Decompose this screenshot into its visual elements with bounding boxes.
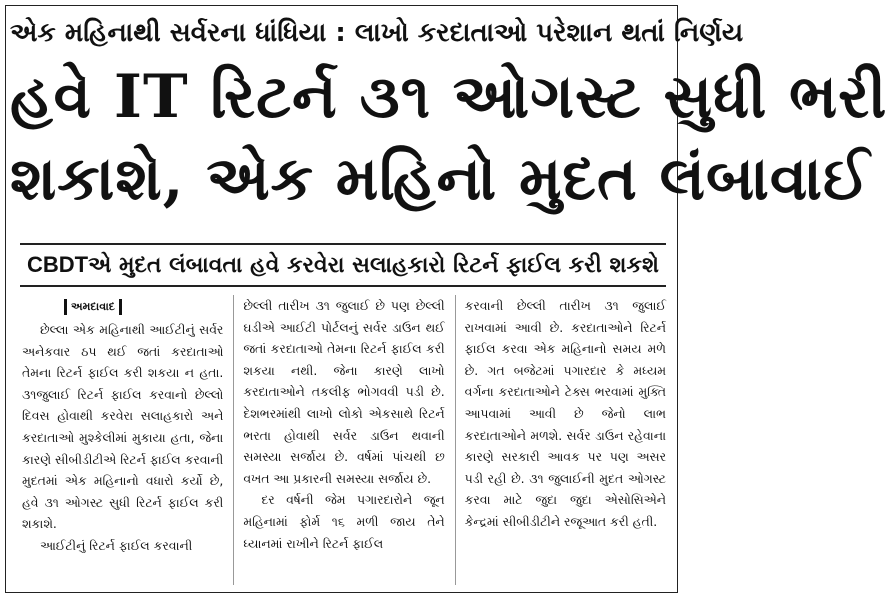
headline — [10, 56, 887, 220]
paragraph: આઈટીનું રિટર્ન ફાઈલ કરવાની — [40, 537, 193, 553]
headline-line-2: શકાશે, એક મહિનો મુદત લંબાવાઈ — [10, 144, 871, 214]
headline-line-1: હવે IT રિટર્ન ૩૧ ઓગસ્ટ સુધી ભરી — [10, 62, 887, 132]
subheadline-text: એ મુદત લંબાવતા હવે કરવેરા સલાહકારો રિટર્ન ફાઈલ કરી શકશે — [88, 253, 659, 278]
article-body — [22, 295, 666, 585]
subheadline-prefix: CBDT — [27, 252, 89, 277]
dateline: અમદાવાદ — [64, 299, 122, 315]
kicker-line: એક મહિનાથી સર્વરના ધાંધિયા : લાખો કરદાતાઓ પરેશાન થતાં નિર્ણય — [10, 18, 744, 48]
subheadline — [20, 243, 666, 287]
body-column-1 — [22, 295, 223, 585]
paragraph: છેલ્લી તારીખ ૩૧ જુલાઈ છે પણ છેલ્લી ઘડીએ આઈટી પોર્ટલનું સર્વર ડાઉન થઈ જતાં કરદાતાઓ તેમના રિટર્ન ફાઈલ કરી શકયા નથી. જેના કારણે લાખો કરદાતાઓને તકલીફ ભોગવવી પડી છે. દેશભરમાંથી લાખો લોકો એકસાથે રિટર્ન ભરતા હોવાથી સર્વર ડાઉન થવાની સમસ્યા સર્જાય છે. વર્ષમાં પાંચથી છ વખત આ પ્રકારની સમસ્યા સર્જાય છે. — [243, 298, 445, 486]
body-column-3 — [455, 295, 666, 585]
body-column-2 — [233, 295, 444, 585]
paragraph: છેલ્લા એક મહિનાથી આઈટીનું સર્વર અનેકવાર ઠપ થઈ જતાં કરદાતાઓ તેમના રિટર્ન ફાઈલ કરી શકયા ન હતા. ૩૧જુલાઈ રિટર્ન ફાઈલ કરવાનો છેલ્લો દિવસ હોવાથી કરવેરા સલાહકારો અને કરદાતાઓ મુશ્કેલીમાં મુકાયા હતા, જેના કારણે સીબીડીટીએ રિટર્ન ફાઈલ કરવાની મુદતમાં એક મહિનાનો વધારો કર્યો છે, હવે ૩૧ ઓગસ્ટ સુધી રિટર્ન ફાઈલ કરી શકાશે. — [22, 322, 224, 532]
paragraph: કરવાની છેલ્લી તારીખ ૩૧ જુલાઈ રાખવામાં આવી છે. કરદાતાઓને રિટર્ન ફાઈલ કરવા એક મહિનાનો સમય મળે છે. ગત બજેટમાં પગારદાર કે મધ્યમ વર્ગના કરદાતાઓને ટેક્સ ભરવામાં મુક્તિ આપવામાં આવી છે જેનો લાભ કરદાતાઓને મળશે. સર્વર ડાઉન રહેવાના કારણે સરકારી આવક પર પણ અસર પડી રહી છે. ૩૧ જુલાઈની મુદત ઓગસ્ટ કરવા માટે જુદા જુદા એસોસિએને કેન્દ્રમાં સીબીડીટીને રજૂઆત કરી હતી. — [464, 298, 666, 529]
paragraph: દર વર્ષની જેમ પગારદારોને જૂન મહિનામાં ફોર્મ ૧૬ મળી જાય તેને ધ્યાનમાં રાખીને રિટર્ન ફાઈલ — [243, 492, 445, 551]
